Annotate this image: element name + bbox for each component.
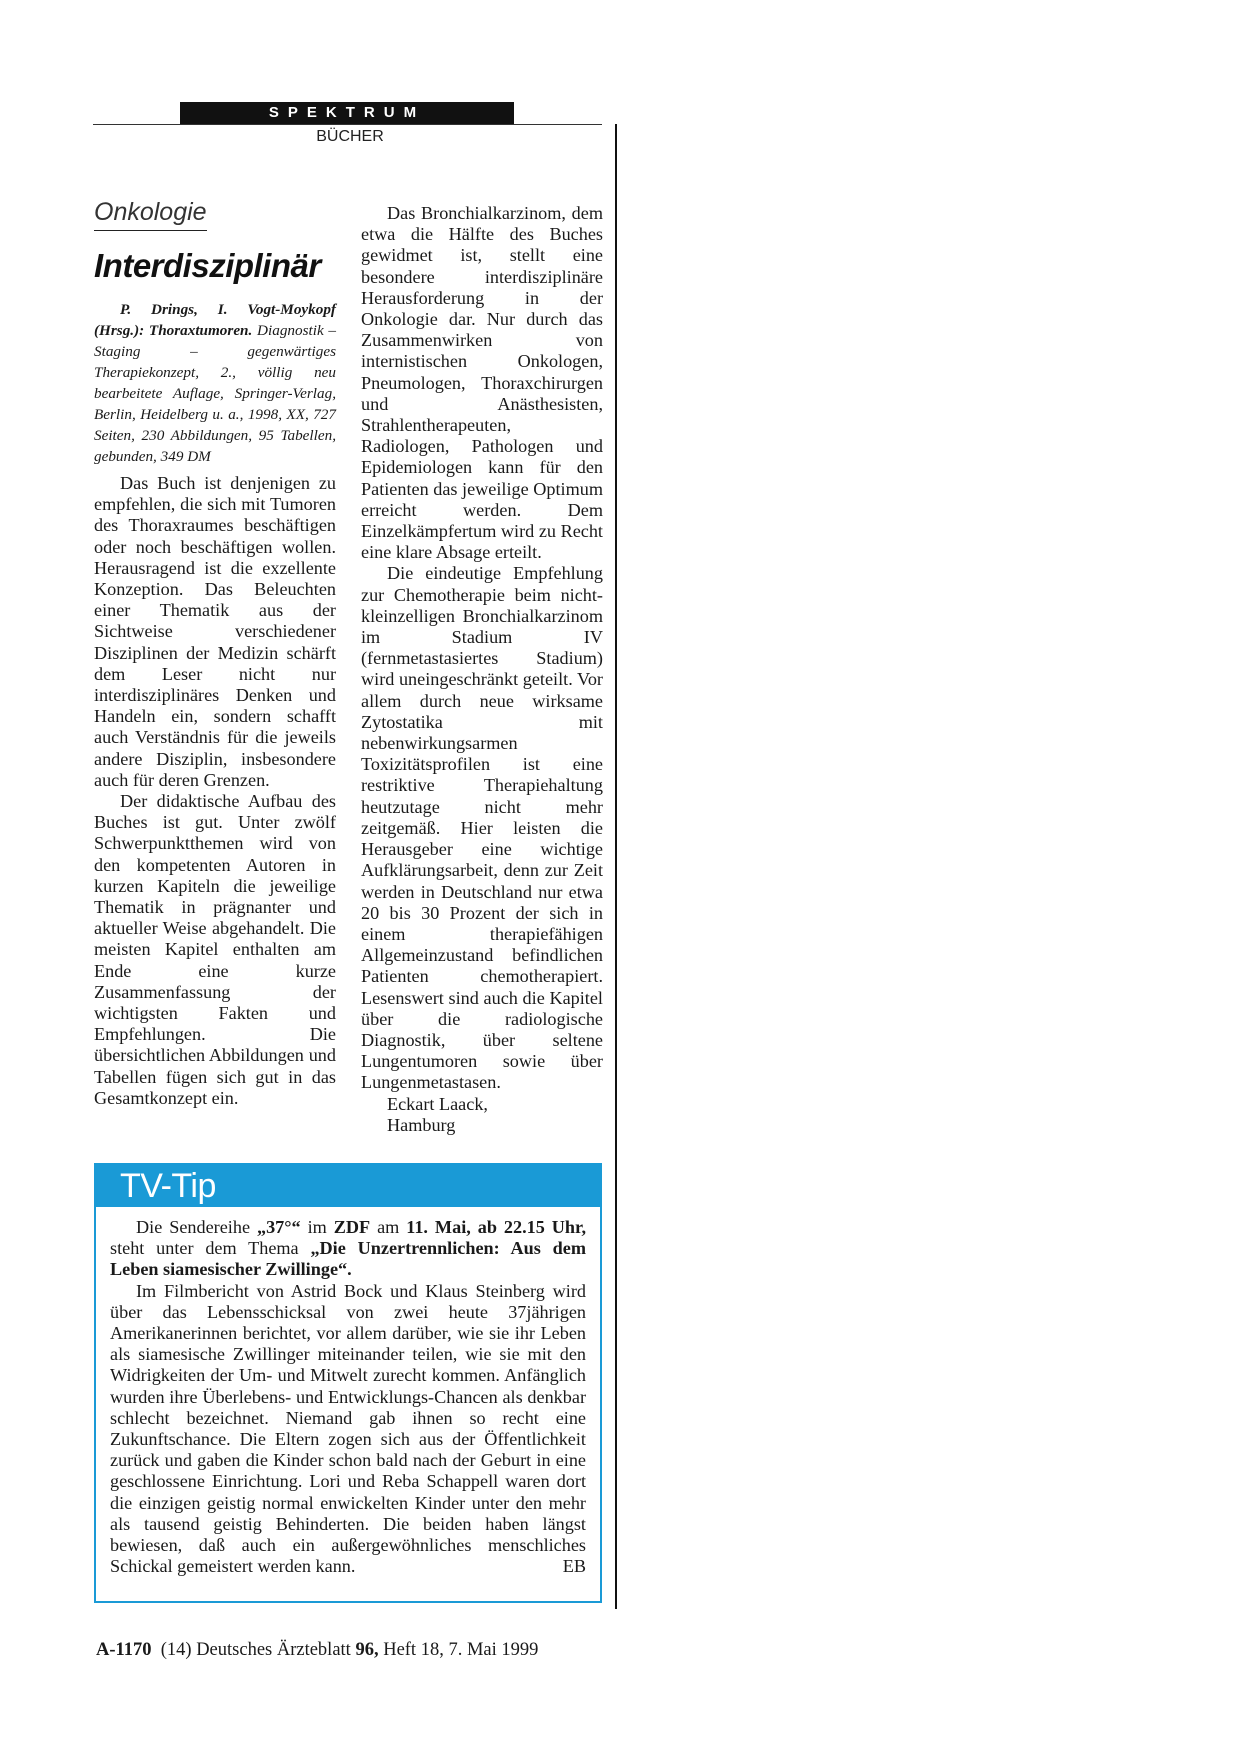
paragraph: Der didaktische Aufbau des Buches ist gut. Unter zwölf Schwerpunktthemen wird von den kompetenten Autoren in kurzen Kapiteln die jeweilige Thematik in prägnanter und aktueller Weise abgehandelt. Die meisten Kapitel enthalten am Ende eine kurze Zusammenfassung der wichtigsten Fakten und Empfehlungen. Die übersichtlichen Abbildungen und Tabellen fügen sich gut in das Gesamtkonzept ein. [94, 791, 336, 1108]
book-authors: P. Drings, I. Vogt-Moykopf (Hrsg.): Thoraxtumoren. [94, 301, 336, 339]
article-left-column [94, 198, 336, 1109]
article-right-column [361, 203, 603, 1136]
article-body-left [94, 473, 336, 1109]
page-number: A-1170 [96, 1640, 152, 1660]
article-headline: Interdisziplinär [94, 247, 321, 284]
column-rule [615, 124, 617, 1609]
channel-name: ZDF [333, 1217, 371, 1237]
show-name: „37°“ [256, 1217, 301, 1237]
text-run: steht unter dem Thema [110, 1238, 311, 1259]
header-rule [93, 124, 602, 125]
book-info [94, 299, 336, 467]
text-run: Im Filmbericht von Astrid Bock und Klaus Steinberg wird über das Lebensschicksal von zwei heute 37jährigen Amerikanerinnen berichtet, vor allem darüber, wie sie ihr Leben als siamesische Zwillinger miteinander teilen, wie sie mit den Widrigkeiten der Um- und Mitwelt zurecht kommen. Anfänglich wurden ihre Überlebens- und Entwicklungs-Chancen als denkbar schlecht bezeichnet. Niemand gab ihnen so recht eine Zukunftschance. Die Eltern zogen sich aus der Öffentlichkeit zurück und gaben die Kinder schon bald nach der Geburt in eine geschlossene Einrichtung. Lori und Reba Schappell waren dort die einzigen geistig normal enwickelten Kinder unter den mehr als tausend geistig Behinderten. Die beiden haben längst bewiesen, daß auch ein außergewöhnliches menschliches Schickal gemeistert werden kann. [110, 1280, 586, 1577]
tv-tip-title: TV-Tip [96, 1165, 600, 1207]
air-time: 11. Mai, ab 22.15 Uhr, [406, 1217, 586, 1237]
tv-tip-body [96, 1207, 600, 1577]
paragraph: Das Bronchialkarzinom, dem etwa die Hälfte des Buches gewidmet ist, stellt eine besondere interdisziplinäre Herausforderung in der Onkologie dar. Nur durch das Zusammenwirken von internistischen Onkologen, Pneumologen, Thoraxchirurgen und Anästhesisten, Strahlentherapeuten, Radiologen, Pathologen und Epidemiologen kann für den Patienten das jeweilige Optimum erreicht werden. Dem Einzelkämpfertum wird zu Recht eine klare Absage erteilt. [361, 203, 603, 563]
book-details: Diagnostik – Staging – gegenwärtiges Therapiekonzept, 2., völlig neu bearbeitete Auflage, Springer-Verlag, Berlin, Heidelberg u. a., 1998, XX, 727 Seiten, 230 Abbildungen, 95 Tabellen, gebunden, 349 DM [94, 322, 336, 465]
journal-name: (14) Deutsches Ärzteblatt [160, 1640, 351, 1660]
author-name: Eckart Laack, [387, 1093, 488, 1114]
tv-tip-box [94, 1163, 602, 1603]
paragraph: Die eindeutige Empfehlung zur Chemotherapie beim nicht-kleinzelligen Bronchialkarzinom im Stadium IV (fernmetastasiertes Stadium) wird uneingeschränkt geteilt. Vor allem durch neue wirksame Zytostatika mit nebenwirkungsarmen Toxizitätsprofilen ist eine restriktive Therapiehaltung heutzutage nicht mehr zeitgemäß. Hier leisten die Herausgeber eine wichtige Aufklärungsarbeit, denn zur Zeit werden in Deutschland nur etwa 20 bis 30 Prozent der sich in einem therapiefähigen Allgemeinzustand befindlichen Patienten chemotherapiert. Lesenswert sind auch die Kapitel über die radiologische Diagnostik, über seltene Lungentumoren sowie über Lungenmetastasen. [361, 563, 603, 1093]
journal-issue: Heft 18, 7. Mai 1999 [383, 1640, 539, 1660]
page-footer [96, 1640, 538, 1661]
section-label: SPEKTRUM [268, 104, 426, 121]
subsection-label: BÜCHER [316, 128, 384, 145]
episode-title: „Die Unzertrennlichen: Aus dem Leben siamesischer Zwillinge“. [110, 1238, 587, 1280]
text-run: im [300, 1217, 334, 1237]
article-kicker: Onkologie [94, 198, 207, 231]
article-body-right [361, 203, 603, 1094]
paragraph: Das Buch ist denjenigen zu empfehlen, die sich mit Tumoren des Thoraxraumes beschäftigen oder noch beschäftigen wollen. Herausragend ist die exzellente Konzeption. Das Beleuchten einer Thematik aus der Sichtweise verschiedener Disziplinen der Medizin schärft dem Leser nicht nur interdisziplinäres Denken und Handeln ein, sondern schafft auch Verständnis für die jeweils andere Disziplin, insbesondere auch für deren Grenzen. [94, 473, 336, 790]
journal-volume: 96, [355, 1640, 379, 1660]
tv-tip-paragraph [110, 1281, 586, 1578]
text-run: Die Sendereihe [136, 1217, 257, 1237]
tv-tip-signoff: EB [562, 1556, 586, 1577]
text-run: am [370, 1217, 407, 1237]
tv-tip-intro [110, 1217, 586, 1281]
author-city: Hamburg [387, 1114, 456, 1135]
